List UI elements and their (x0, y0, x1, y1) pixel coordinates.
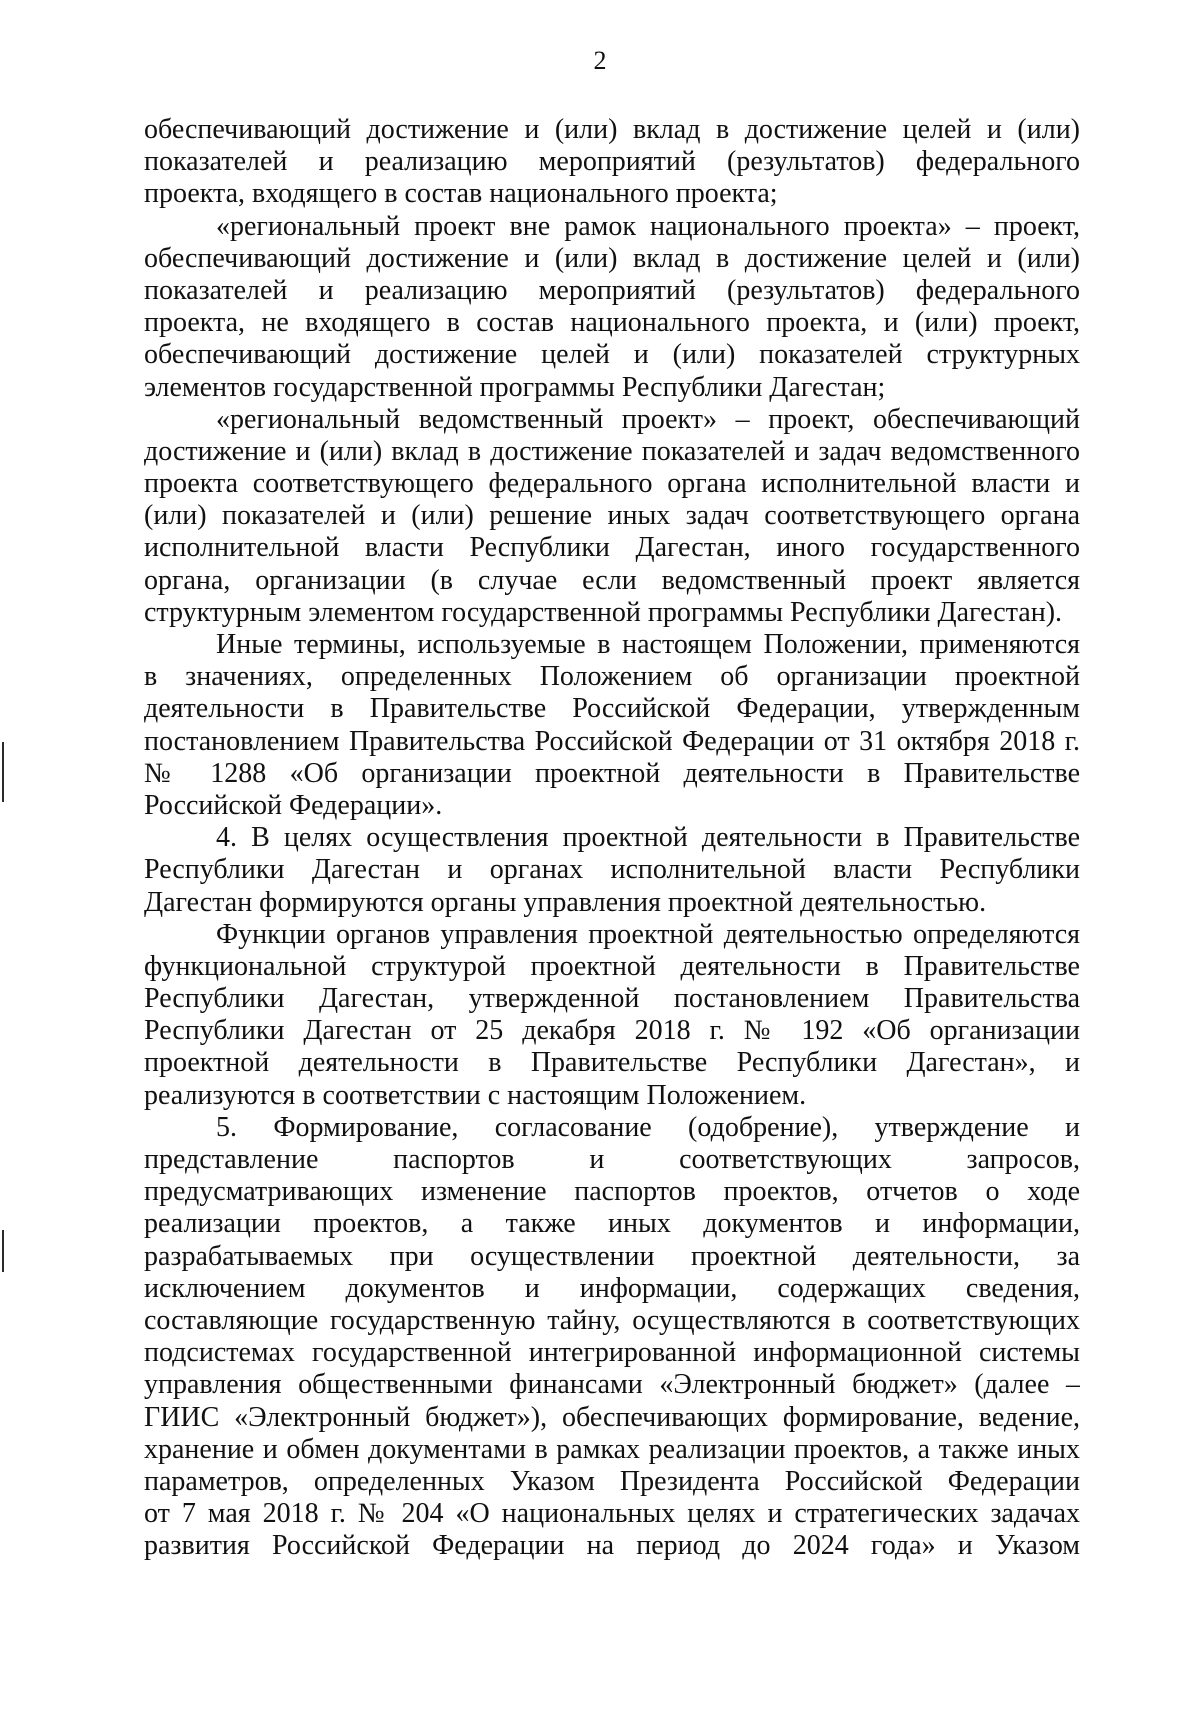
text-line: хранение и обмен документами в рамках реализации проектов, а также иных (144, 1433, 1080, 1465)
text-line: обеспечивающий достижение целей и (или) показателей структурных (144, 339, 1080, 371)
text-line: проекта, входящего в состав национального проекта; (144, 178, 778, 210)
text-line: исполнительной власти Республики Дагестан, иного государственного (144, 532, 1080, 564)
text-line: Функции органов управления проектной деятельностью определяются (216, 918, 1080, 950)
text-line: параметров, определенных Указом Президента Российской Федерации (144, 1465, 1080, 1497)
text-line: от 7 мая 2018 г. № 204 «О национальных целях и стратегических задачах (144, 1498, 1080, 1530)
scan-edge-mark (2, 742, 4, 802)
paragraph (144, 629, 1080, 822)
text-line: 5. Формирование, согласование (одобрение), утверждение и (216, 1111, 1080, 1143)
text-line: показателей и реализацию мероприятий (результатов) федерального (144, 146, 1080, 178)
text-line: управления общественными финансами «Электронный бюджет» (далее – (144, 1369, 1080, 1401)
text-line: проектной деятельности в Правительстве Республики Дагестан», и (144, 1047, 1080, 1079)
scan-edge-mark (2, 1230, 4, 1272)
text-line: органа, организации (в случае если ведомственный проект является (144, 564, 1080, 596)
text-line: разрабатываемых при осуществлении проектной деятельности, за (144, 1240, 1080, 1272)
text-line: Республики Дагестан и органах исполнительной власти Республики (144, 854, 1080, 886)
text-line: (или) показателей и (или) решение иных задач соответствующего органа (144, 500, 1080, 532)
text-line: «региональный ведомственный проект» – проект, обеспечивающий (216, 403, 1080, 435)
text-line: проекта, не входящего в состав национального проекта, и (или) проект, (144, 307, 1080, 339)
text-line: предусматривающих изменение паспортов проектов, отчетов о ходе (144, 1176, 1080, 1208)
text-line: реализуются в соответствии с настоящим Положением. (144, 1079, 807, 1111)
text-line: элементов государственной программы Республики Дагестан; (144, 371, 886, 403)
page-number: 2 (593, 46, 607, 75)
text-line: развития Российской Федерации на период до 2024 года» и Указом (144, 1530, 1080, 1562)
text-line: постановлением Правительства Российской Федерации от 31 октября 2018 г. (144, 725, 1080, 757)
text-line: в значениях, определенных Положением об организации проектной (144, 661, 1080, 693)
text-line: Дагестан формируются органы управления проектной деятельностью. (144, 886, 987, 918)
text-line: представление паспортов и соответствующих запросов, (144, 1144, 1080, 1175)
text-line: показателей и реализацию мероприятий (результатов) федерального (144, 274, 1080, 306)
paragraph (144, 211, 1080, 404)
text-line: № 1288 «Об организации проектной деятельности в Правительстве (144, 757, 1080, 789)
text-line: исключением документов и информации, содержащих сведения, (144, 1272, 1080, 1304)
paragraph (144, 114, 1080, 211)
text-line: проекта соответствующего федерального органа исполнительной власти и (144, 468, 1080, 500)
paragraph (144, 1112, 1080, 1563)
text-line: Республики Дагестан от 25 декабря 2018 г. № 192 «Об организации (144, 1015, 1080, 1047)
paragraph (144, 919, 1080, 1112)
text-line: подсистемах государственной интегрированной информационной системы (144, 1337, 1080, 1369)
text-line: Республики Дагестан, утвержденной постановлением Правительства (144, 983, 1080, 1015)
text-line: функциональной структурой проектной деятельности в Правительстве (144, 950, 1080, 982)
text-line: 4. В целях осуществления проектной деятельности в Правительстве (216, 822, 1080, 854)
text-line: «региональный проект вне рамок национального проекта» – проект, (216, 210, 1080, 242)
document-body (144, 114, 1080, 1562)
text-line: реализации проектов, а также иных документов и информации, (144, 1208, 1080, 1240)
text-line: достижение и (или) вклад в достижение показателей и задач ведомственного (144, 435, 1080, 467)
text-line: составляющие государственную тайну, осуществляются в соответствующих (144, 1304, 1080, 1336)
text-line: ГИИС «Электронный бюджет»), обеспечивающих формирование, ведение, (144, 1401, 1080, 1433)
text-line: Российской Федерации». (144, 789, 443, 821)
text-line: деятельности в Правительстве Российской Федерации, утвержденным (144, 693, 1080, 725)
text-line: Иные термины, используемые в настоящем Положении, применяются (216, 629, 1080, 660)
text-line: обеспечивающий достижение и (или) вклад в достижение целей и (или) (144, 114, 1080, 145)
text-line: обеспечивающий достижение и (или) вклад в достижение целей и (или) (144, 242, 1080, 274)
text-line: структурным элементом государственной программы Республики Дагестан). (144, 596, 1063, 628)
paragraph (144, 404, 1080, 629)
paragraph (144, 822, 1080, 919)
